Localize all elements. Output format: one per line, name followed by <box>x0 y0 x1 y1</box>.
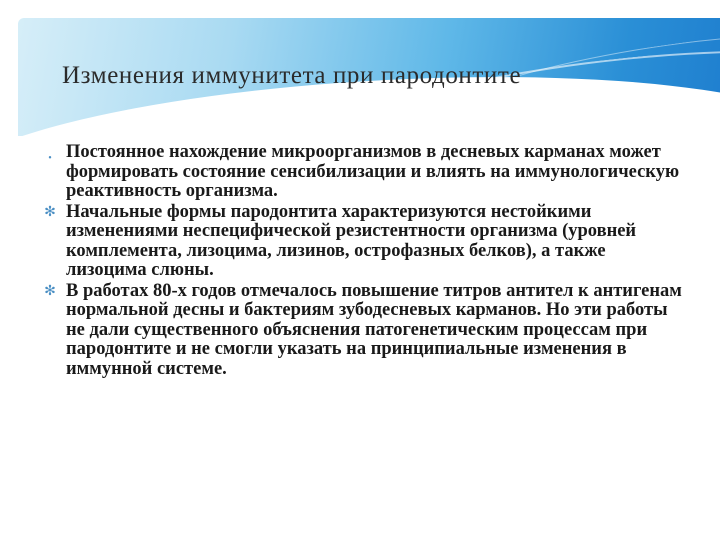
bullet-text: В работах 80-х годов отмечалось повышение титров антител к антигенам нормальной десны и бактериям зубодесневых карманов. Но эти работы не дали существенного объяснения патогенетическим процессам при пародонтите и не смогли указать на принципиальные изменения в иммунной системе. <box>66 280 682 379</box>
bullet-text: Постоянное нахождение микроорганизмов в десневых карманах может формировать состояние сенсибилизации и влиять на иммунологическую реактивность организма. <box>66 142 680 201</box>
list-item <box>40 143 690 202</box>
list-item <box>40 282 690 380</box>
list-item <box>40 203 690 281</box>
bullet-list <box>40 143 690 380</box>
page-title: Изменения иммунитета при пародонтите <box>62 62 522 89</box>
bullet-text: Начальные формы пародонтита характеризуются нестойкими изменениями неспецифической резистентности организма (уровней комплемента, лизоцима, лизинов, острофазных белков), а также лизоцима слюны. <box>66 201 637 280</box>
dot-icon: • <box>48 153 52 164</box>
asterisk-icon: ✻ <box>44 283 56 299</box>
asterisk-icon: ✻ <box>44 204 56 220</box>
